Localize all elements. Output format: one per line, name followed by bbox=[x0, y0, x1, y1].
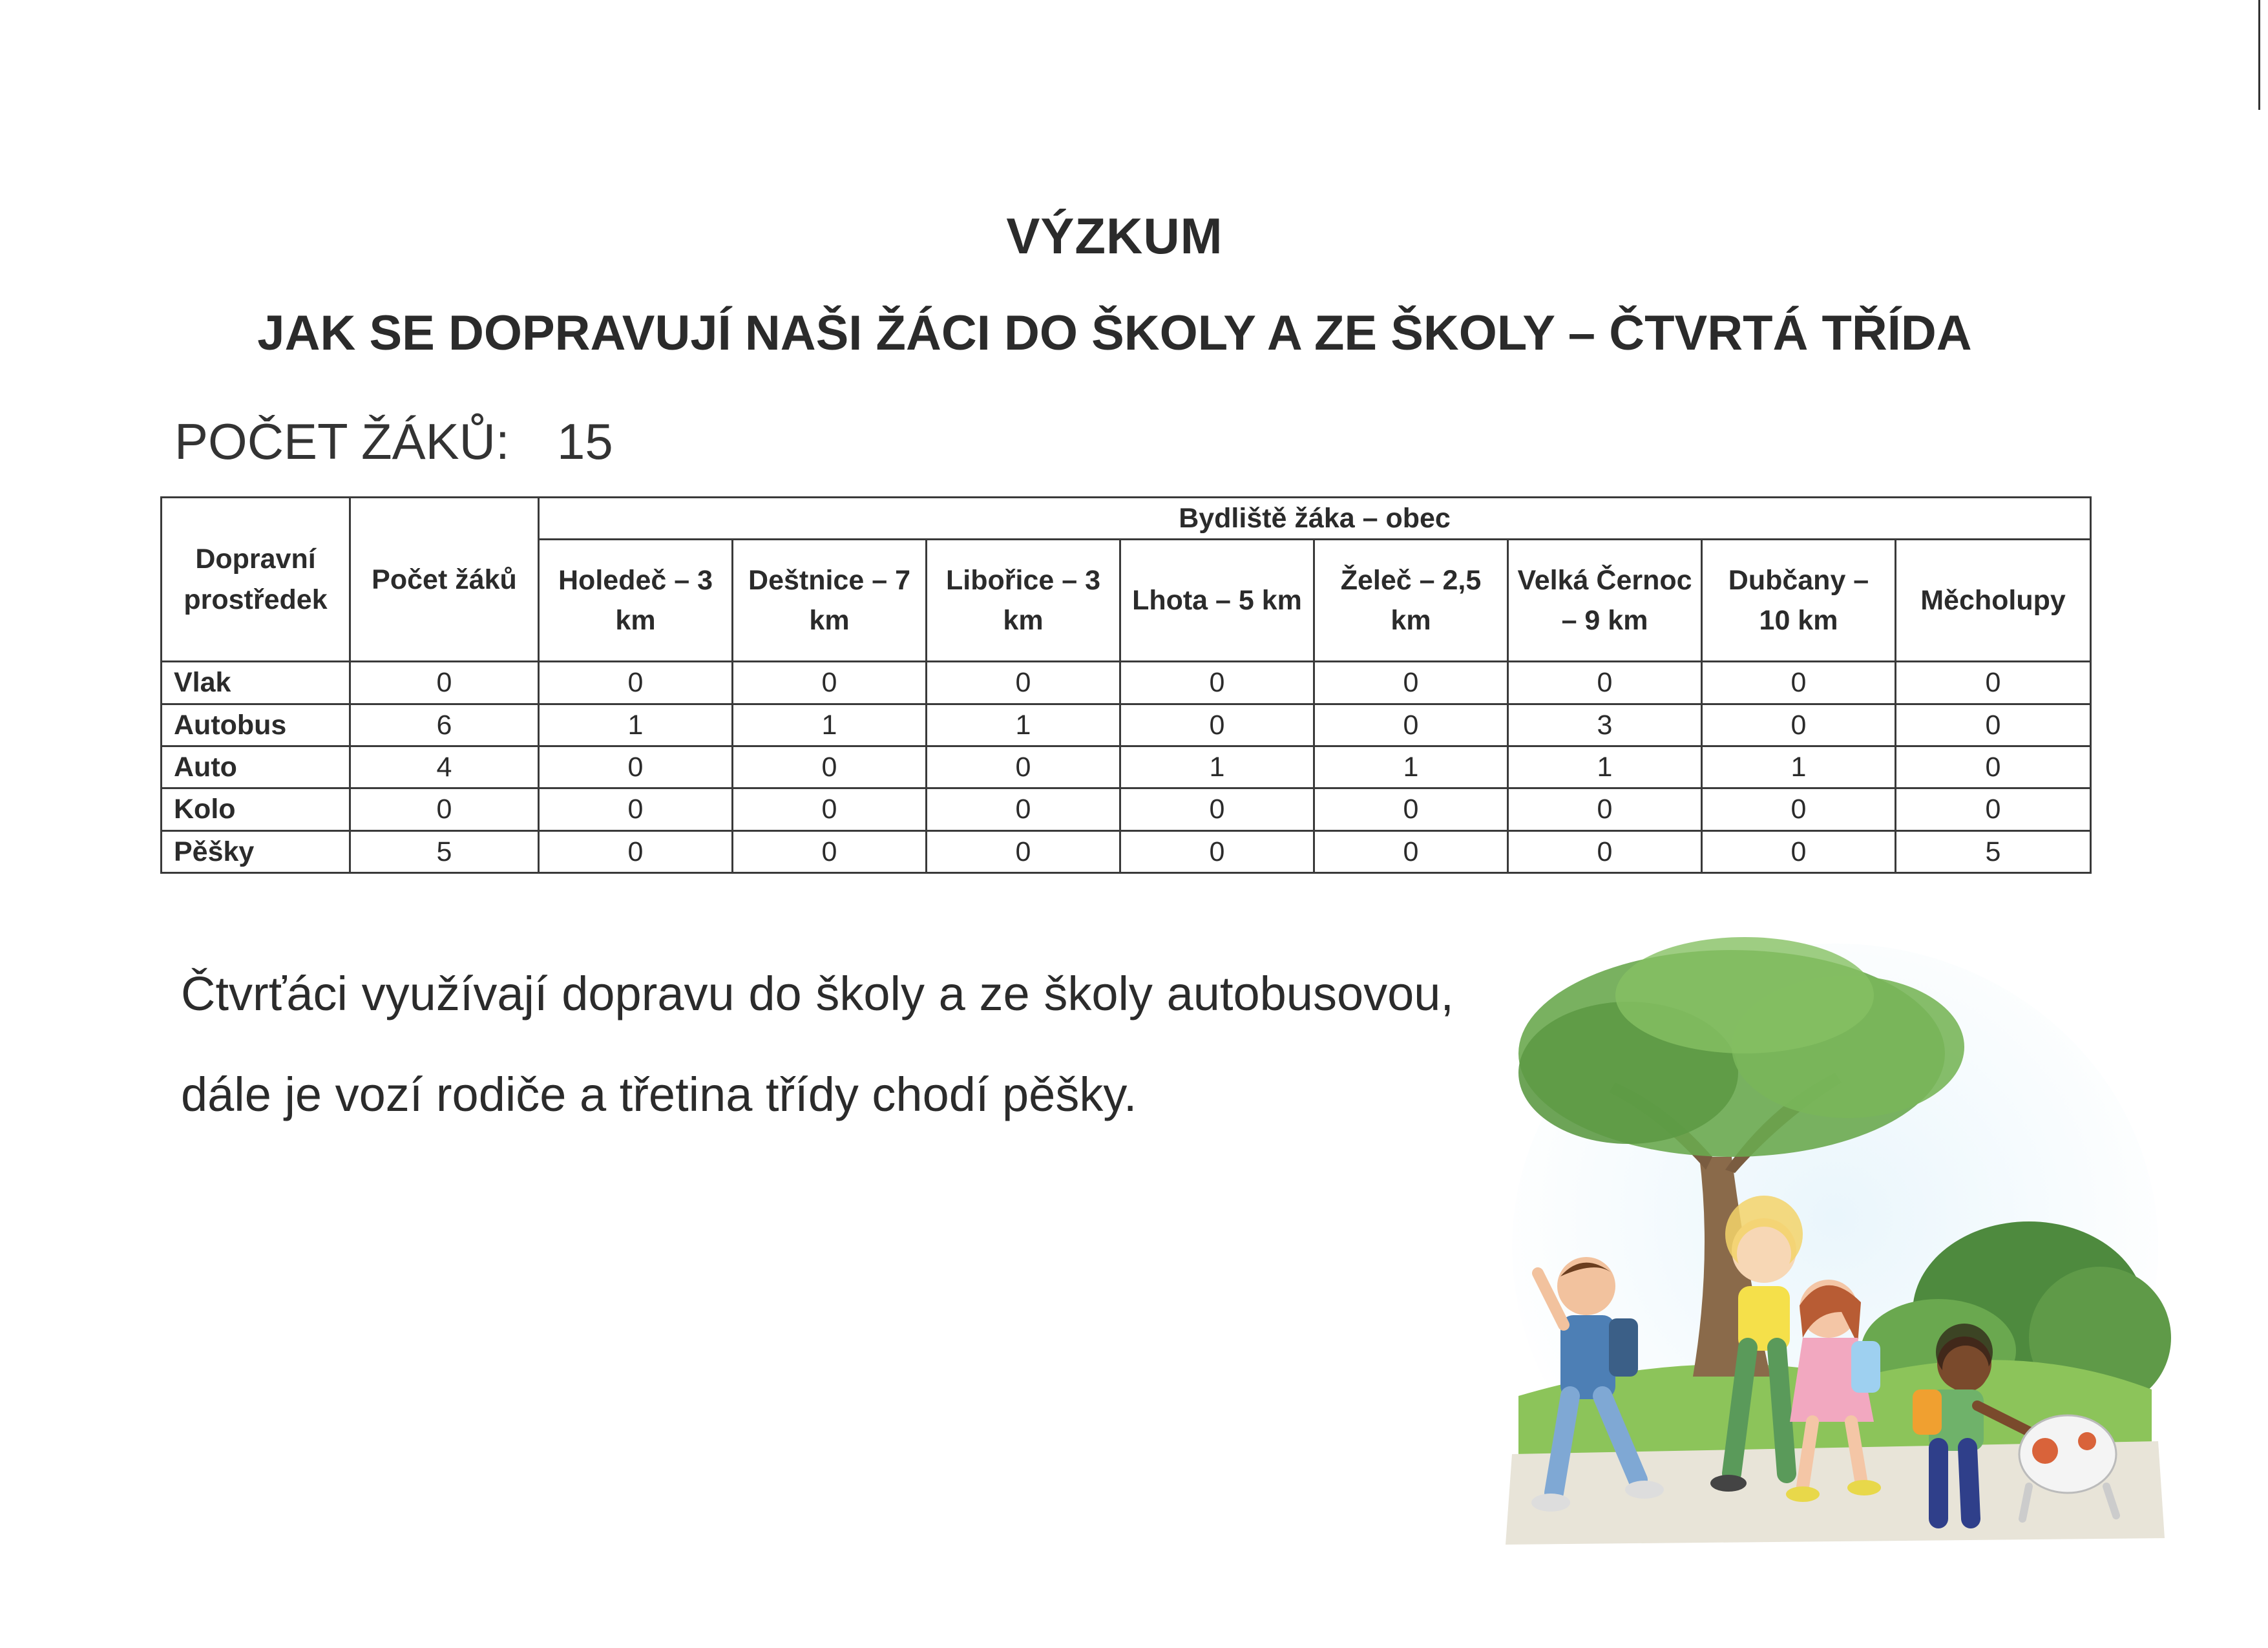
value-cell: 0 bbox=[539, 662, 733, 704]
value-cell: 0 bbox=[1314, 662, 1508, 704]
value-cell: 0 bbox=[1896, 788, 2091, 830]
header-village: Lhota – 5 km bbox=[1120, 540, 1314, 662]
value-cell: 0 bbox=[539, 830, 733, 872]
value-cell: 0 bbox=[539, 788, 733, 830]
transport-mode-cell: Pěšky bbox=[162, 830, 350, 872]
value-cell: 0 bbox=[1314, 830, 1508, 872]
value-cell: 1 bbox=[1314, 746, 1508, 788]
value-cell: 0 bbox=[1702, 830, 1896, 872]
value-cell: 0 bbox=[733, 746, 927, 788]
value-cell: 0 bbox=[1896, 704, 2091, 746]
header-residence-group: Bydliště žáka – obec bbox=[539, 498, 2091, 540]
value-cell: 1 bbox=[733, 704, 927, 746]
value-cell: 0 bbox=[733, 830, 927, 872]
value-cell: 0 bbox=[1120, 830, 1314, 872]
transport-mode-cell: Autobus bbox=[162, 704, 350, 746]
value-cell: 0 bbox=[927, 746, 1120, 788]
header-count: Počet žáků bbox=[350, 498, 539, 662]
value-cell: 1 bbox=[1702, 746, 1896, 788]
value-cell: 0 bbox=[1508, 662, 1702, 704]
transport-table bbox=[160, 496, 2092, 874]
header-village: Libořice – 3 km bbox=[927, 540, 1120, 662]
value-cell: 3 bbox=[1508, 704, 1702, 746]
page-title: VÝZKUM bbox=[1006, 207, 1223, 264]
page-edge-line bbox=[2258, 0, 2260, 110]
value-cell: 0 bbox=[1702, 788, 1896, 830]
value-cell: 0 bbox=[539, 746, 733, 788]
value-cell: 5 bbox=[1896, 830, 2091, 872]
student-count-label: POČET ŽÁKŮ: bbox=[174, 413, 510, 470]
student-count-cell: 5 bbox=[350, 830, 539, 872]
page-subtitle: JAK SE DOPRAVUJÍ NAŠI ŽÁCI DO ŠKOLY A ZE ŠKOLY – ČTVRTÁ TŘÍDA bbox=[257, 306, 1972, 361]
header-village: Velká Černoc – 9 km bbox=[1508, 540, 1702, 662]
value-cell: 0 bbox=[1120, 788, 1314, 830]
header-village: Měcholupy bbox=[1896, 540, 2091, 662]
transport-mode-cell: Auto bbox=[162, 746, 350, 788]
value-cell: 1 bbox=[1120, 746, 1314, 788]
table-row bbox=[162, 830, 2091, 872]
header-village: Holedeč – 3 km bbox=[539, 540, 733, 662]
value-cell: 0 bbox=[927, 662, 1120, 704]
student-count-value: 15 bbox=[557, 413, 613, 470]
value-cell: 0 bbox=[1314, 788, 1508, 830]
student-count-cell: 4 bbox=[350, 746, 539, 788]
value-cell: 1 bbox=[1508, 746, 1702, 788]
value-cell: 0 bbox=[927, 788, 1120, 830]
value-cell: 0 bbox=[1120, 704, 1314, 746]
header-village: Deštnice – 7 km bbox=[733, 540, 927, 662]
value-cell: 0 bbox=[1896, 662, 2091, 704]
header-village: Dubčany – 10 km bbox=[1702, 540, 1896, 662]
table-row bbox=[162, 704, 2091, 746]
value-cell: 0 bbox=[1508, 830, 1702, 872]
value-cell: 0 bbox=[1702, 704, 1896, 746]
table-row bbox=[162, 746, 2091, 788]
header-village: Želeč – 2,5 km bbox=[1314, 540, 1508, 662]
header-mode: Dopravní prostředek bbox=[162, 498, 350, 662]
value-cell: 0 bbox=[1508, 788, 1702, 830]
value-cell: 0 bbox=[1120, 662, 1314, 704]
transport-mode-cell: Kolo bbox=[162, 788, 350, 830]
student-count-cell: 0 bbox=[350, 662, 539, 704]
value-cell: 0 bbox=[927, 830, 1120, 872]
summary-paragraph: Čtvrťáci využívají dopravu do školy a ze školy autobusovou, dále je vozí rodiče a třetina třídy chodí pěšky. bbox=[181, 967, 1454, 1121]
value-cell: 0 bbox=[733, 788, 927, 830]
value-cell: 0 bbox=[1896, 746, 2091, 788]
student-count bbox=[174, 412, 613, 471]
value-cell: 0 bbox=[1314, 704, 1508, 746]
value-cell: 1 bbox=[539, 704, 733, 746]
table-row bbox=[162, 788, 2091, 830]
value-cell: 0 bbox=[733, 662, 927, 704]
transport-mode-cell: Vlak bbox=[162, 662, 350, 704]
children-walking-illustration bbox=[1499, 924, 2171, 1577]
table-row bbox=[162, 662, 2091, 704]
student-count-cell: 0 bbox=[350, 788, 539, 830]
student-count-cell: 6 bbox=[350, 704, 539, 746]
value-cell: 1 bbox=[927, 704, 1120, 746]
value-cell: 0 bbox=[1702, 662, 1896, 704]
